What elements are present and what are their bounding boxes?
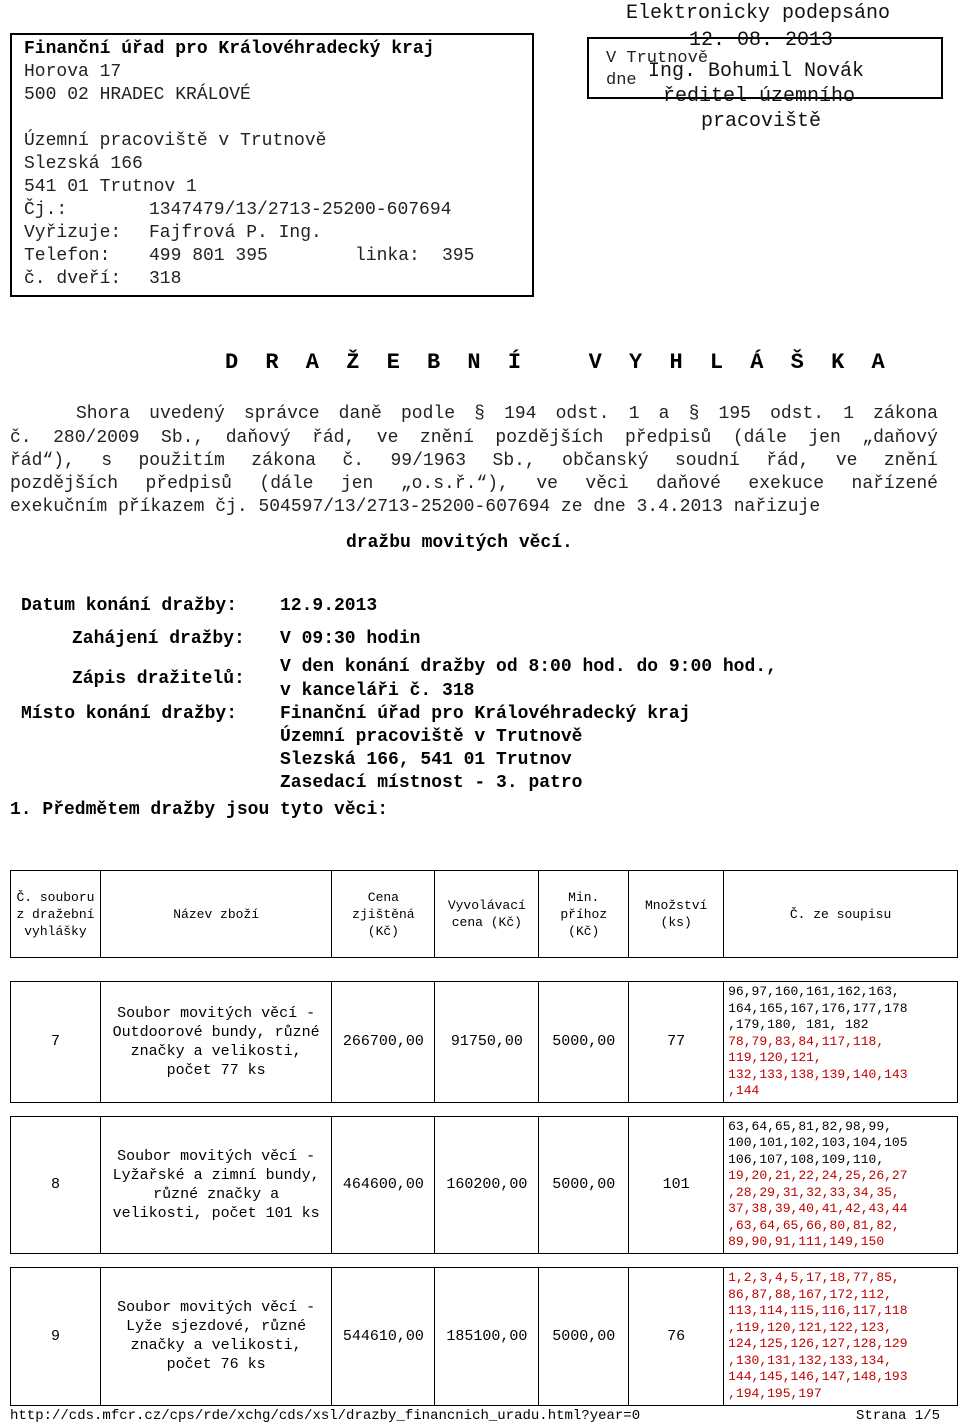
branch-city: 541 01 Trutnov 1	[24, 177, 197, 197]
row-cena: 544610,00	[332, 1267, 435, 1405]
table-row	[11, 1116, 958, 1253]
row-mnozstvi: 76	[629, 1267, 724, 1405]
telefon-label: Telefon:	[24, 246, 111, 266]
linka-value: 395	[442, 246, 475, 266]
intro-word: uvedený	[149, 404, 225, 424]
linka-label: linka:	[355, 246, 420, 266]
intro-word: 1	[843, 404, 855, 424]
intro-word: „o.s.ř.“),	[400, 474, 509, 494]
office-street: Horova 17	[24, 62, 122, 82]
intro-line-1	[10, 403, 938, 426]
intro-word: občanský	[562, 451, 649, 471]
intro-word: s	[101, 451, 113, 471]
row-prihoz: 5000,00	[539, 1116, 629, 1253]
row-mnozstvi: 77	[629, 982, 724, 1103]
row-cena: 266700,00	[332, 982, 435, 1103]
intro-word: použitím	[138, 451, 225, 471]
intro-word: ve	[536, 474, 558, 494]
signatory-name: Ing. Bohumil Novák	[648, 60, 865, 83]
header-mnozstvi: Množství (ks)	[629, 871, 724, 958]
intro-word: zákona	[251, 451, 317, 471]
soupis-black: 96,97,160,161,162,163, 164,165,167,176,177,178 ,179,180, 181, 182	[728, 984, 908, 1032]
signature-stamp: Elektronicky podepsáno	[626, 2, 891, 25]
intro-word: 194	[504, 404, 537, 424]
items-table	[10, 870, 958, 1406]
row-nazev: Soubor movitých věcí - Lyžařské a zimní bundy, různé značky a velikosti, počet 101 ks	[100, 1116, 332, 1253]
dne-label: dne	[606, 71, 637, 90]
intro-word: daňové	[656, 474, 721, 494]
telefon-value: 499 801 395	[149, 246, 268, 266]
intro-word: Shora	[76, 404, 131, 424]
dveri-label: č. dveří:	[24, 269, 122, 289]
branch-name: Územní pracoviště v Trutnově	[24, 131, 327, 151]
signature-date: 12. 08. 2013	[689, 29, 834, 52]
intro-word: znění	[883, 451, 938, 471]
cj-value: 1347479/13/2713-25200-607694	[149, 200, 452, 220]
footer-url[interactable]: http://cds.mfcr.cz/cps/rde/xchg/cds/xsl/drazby_financnich_uradu.html?year=0	[10, 1408, 641, 1424]
zapis-value-2: v kanceláři č. 318	[280, 681, 475, 701]
intro-word: řád,	[312, 428, 356, 448]
misto-value-2: Územní pracoviště v Trutnově	[280, 727, 583, 747]
dveri-value: 318	[149, 269, 182, 289]
soupis-red: 78,79,83,84,117,118, 119,120,121, 132,133,138,139,140,143 ,144	[728, 1033, 908, 1098]
zahajeni-label: Zahájení dražby:	[72, 629, 245, 649]
intro-word: odst.	[555, 404, 610, 424]
intro-word: Sb.,	[492, 451, 536, 471]
header-cislo: Č. souboru z dražební vyhlášky	[11, 871, 101, 958]
soupis-red: 19,20,21,22,24,25,26,27 ,28,29,31,32,33,34,35, 37,38,39,40,41,42,43,44 ,63,64,65,66,80,81,82, 89,90,91,111,149,150	[728, 1168, 908, 1249]
header-vyvolavaci: Vyvolávací cena (Kč)	[435, 871, 539, 958]
vyrizuje-label: Vyřizuje:	[24, 223, 122, 243]
header-cena: Cena zjištěná (Kč)	[332, 871, 435, 958]
row-cena: 464600,00	[332, 1116, 435, 1253]
intro-word: exekuce	[748, 474, 825, 494]
misto-label: Místo konání dražby:	[21, 704, 238, 724]
office-city: 500 02 HRADEC KRÁLOVÉ	[24, 85, 251, 105]
row-mnozstvi: 101	[629, 1116, 724, 1253]
intro-word: 1	[628, 404, 640, 424]
datum-label: Datum konání dražby:	[21, 596, 238, 616]
intro-word: jen	[340, 474, 374, 494]
intro-word: předpisů	[145, 474, 232, 494]
intro-word: věci	[585, 474, 629, 494]
intro-word: (dále	[732, 428, 787, 448]
intro-word: jen	[808, 428, 841, 448]
intro-line-2	[10, 427, 938, 450]
misto-value-4: Zasedací místnost - 3. patro	[280, 773, 583, 793]
intro-word: pozdějších	[10, 474, 119, 494]
intro-word: č.	[10, 428, 32, 448]
table-header-row	[11, 871, 958, 958]
intro-line-5: exekučním příkazem čj. 504597/13/2713-25200-607694 ze dne 3.4.2013 nařizuje	[10, 497, 821, 517]
items-heading: 1. Předmětem dražby jsou tyto věci:	[10, 800, 389, 820]
zapis-label: Zápis dražitelů:	[72, 669, 245, 689]
office-name: Finanční úřad pro Královéhradecký kraj	[24, 39, 435, 59]
zapis-value-1: V den konání dražby od 8:00 hod. do 9:00 hod.,	[280, 657, 777, 677]
row-soupis	[724, 1267, 958, 1405]
intro-word: daňový	[225, 428, 291, 448]
header-nazev: Název zboží	[100, 871, 332, 958]
table-row	[11, 1267, 958, 1405]
intro-word: nařízené	[851, 474, 938, 494]
soupis-red: 1,2,3,4,5,17,18,77,85, 86,87,88,167,172,112, 113,114,115,116,117,118 ,119,120,121,122,123, 124,125,126,127,128,129 ,130,131,132,133,134, 144,145,146,147,148,193 ,194,195,197	[728, 1270, 908, 1401]
misto-value-3: Slezská 166, 541 01 Trutnov	[280, 750, 572, 770]
soupis-black: 63,64,65,81,82,98,99, 100,101,102,103,104,105 106,107,108,109,110,	[728, 1118, 908, 1167]
intro-word: pozdějších	[495, 428, 604, 448]
sender-box	[10, 33, 534, 297]
branch-street: Slezská 166	[24, 154, 143, 174]
intro-word: 99/1963	[390, 451, 467, 471]
vyrizuje-value: Fajfrová P. Ing.	[149, 223, 322, 243]
row-nazev: Soubor movitých věcí - Lyže sjezdové, různé značky a velikosti, počet 76 ks	[100, 1267, 332, 1405]
signatory-role-2: pracoviště	[701, 110, 822, 133]
intro-word: ve	[376, 428, 399, 448]
cj-label: Čj.:	[24, 200, 68, 220]
row-vyvolavaci: 160200,00	[435, 1116, 539, 1253]
row-vyvolavaci: 91750,00	[435, 982, 539, 1103]
header-prihoz: Min. příhoz (Kč)	[539, 871, 629, 958]
intro-word: znění	[419, 428, 474, 448]
page-number: Strana 1/5	[855, 1408, 940, 1424]
intro-word: §	[688, 404, 700, 424]
intro-word: č.	[342, 451, 365, 471]
intro-word: 280/2009	[53, 428, 140, 448]
intro-word: „daňový	[862, 428, 938, 448]
row-cislo: 8	[11, 1116, 101, 1253]
row-vyvolavaci: 185100,00	[435, 1267, 539, 1405]
datum-value: 12.9.2013	[280, 596, 378, 616]
misto-value-1: Finanční úřad pro Královéhradecký kraj	[280, 704, 691, 724]
intro-word: podle	[400, 404, 455, 424]
intro-word: soudní	[674, 451, 740, 471]
row-soupis	[724, 1116, 958, 1253]
intro-word: správce	[243, 404, 320, 424]
intro-word: daně	[338, 404, 382, 424]
row-cislo: 7	[11, 982, 101, 1103]
intro-word: řád“),	[10, 451, 75, 471]
intro-word: odst.	[770, 404, 825, 424]
intro-line-3	[10, 450, 938, 473]
table-row	[11, 982, 958, 1103]
intro-word: zákona	[873, 404, 938, 424]
zahajeni-value: V 09:30 hodin	[280, 629, 421, 649]
row-soupis	[724, 982, 958, 1103]
intro-word: (dále	[259, 474, 314, 494]
row-cislo: 9	[11, 1267, 101, 1405]
intro-word: Sb.,	[161, 428, 205, 448]
intro-word: předpisů	[624, 428, 712, 448]
header-soupis: Č. ze soupisu	[724, 871, 958, 958]
signatory-role-1: ředitel územního	[663, 85, 856, 108]
intro-word: 195	[718, 404, 751, 424]
intro-word: ve	[835, 451, 858, 471]
row-prihoz: 5000,00	[539, 982, 629, 1103]
row-nazev: Soubor movitých věcí - Outdoorové bundy, různé značky a velikosti, počet 77 ks	[100, 982, 332, 1103]
intro-word: a	[658, 404, 670, 424]
document-title: D R A Ž E B N Í V Y H L Á Š K A	[225, 350, 892, 375]
auction-subject: dražbu movitých věcí.	[346, 533, 573, 553]
intro-line-4	[10, 473, 938, 496]
intro-word: řád,	[766, 451, 810, 471]
row-prihoz: 5000,00	[539, 1267, 629, 1405]
intro-word: §	[474, 404, 485, 424]
place-line: V Trutnově	[606, 49, 709, 68]
